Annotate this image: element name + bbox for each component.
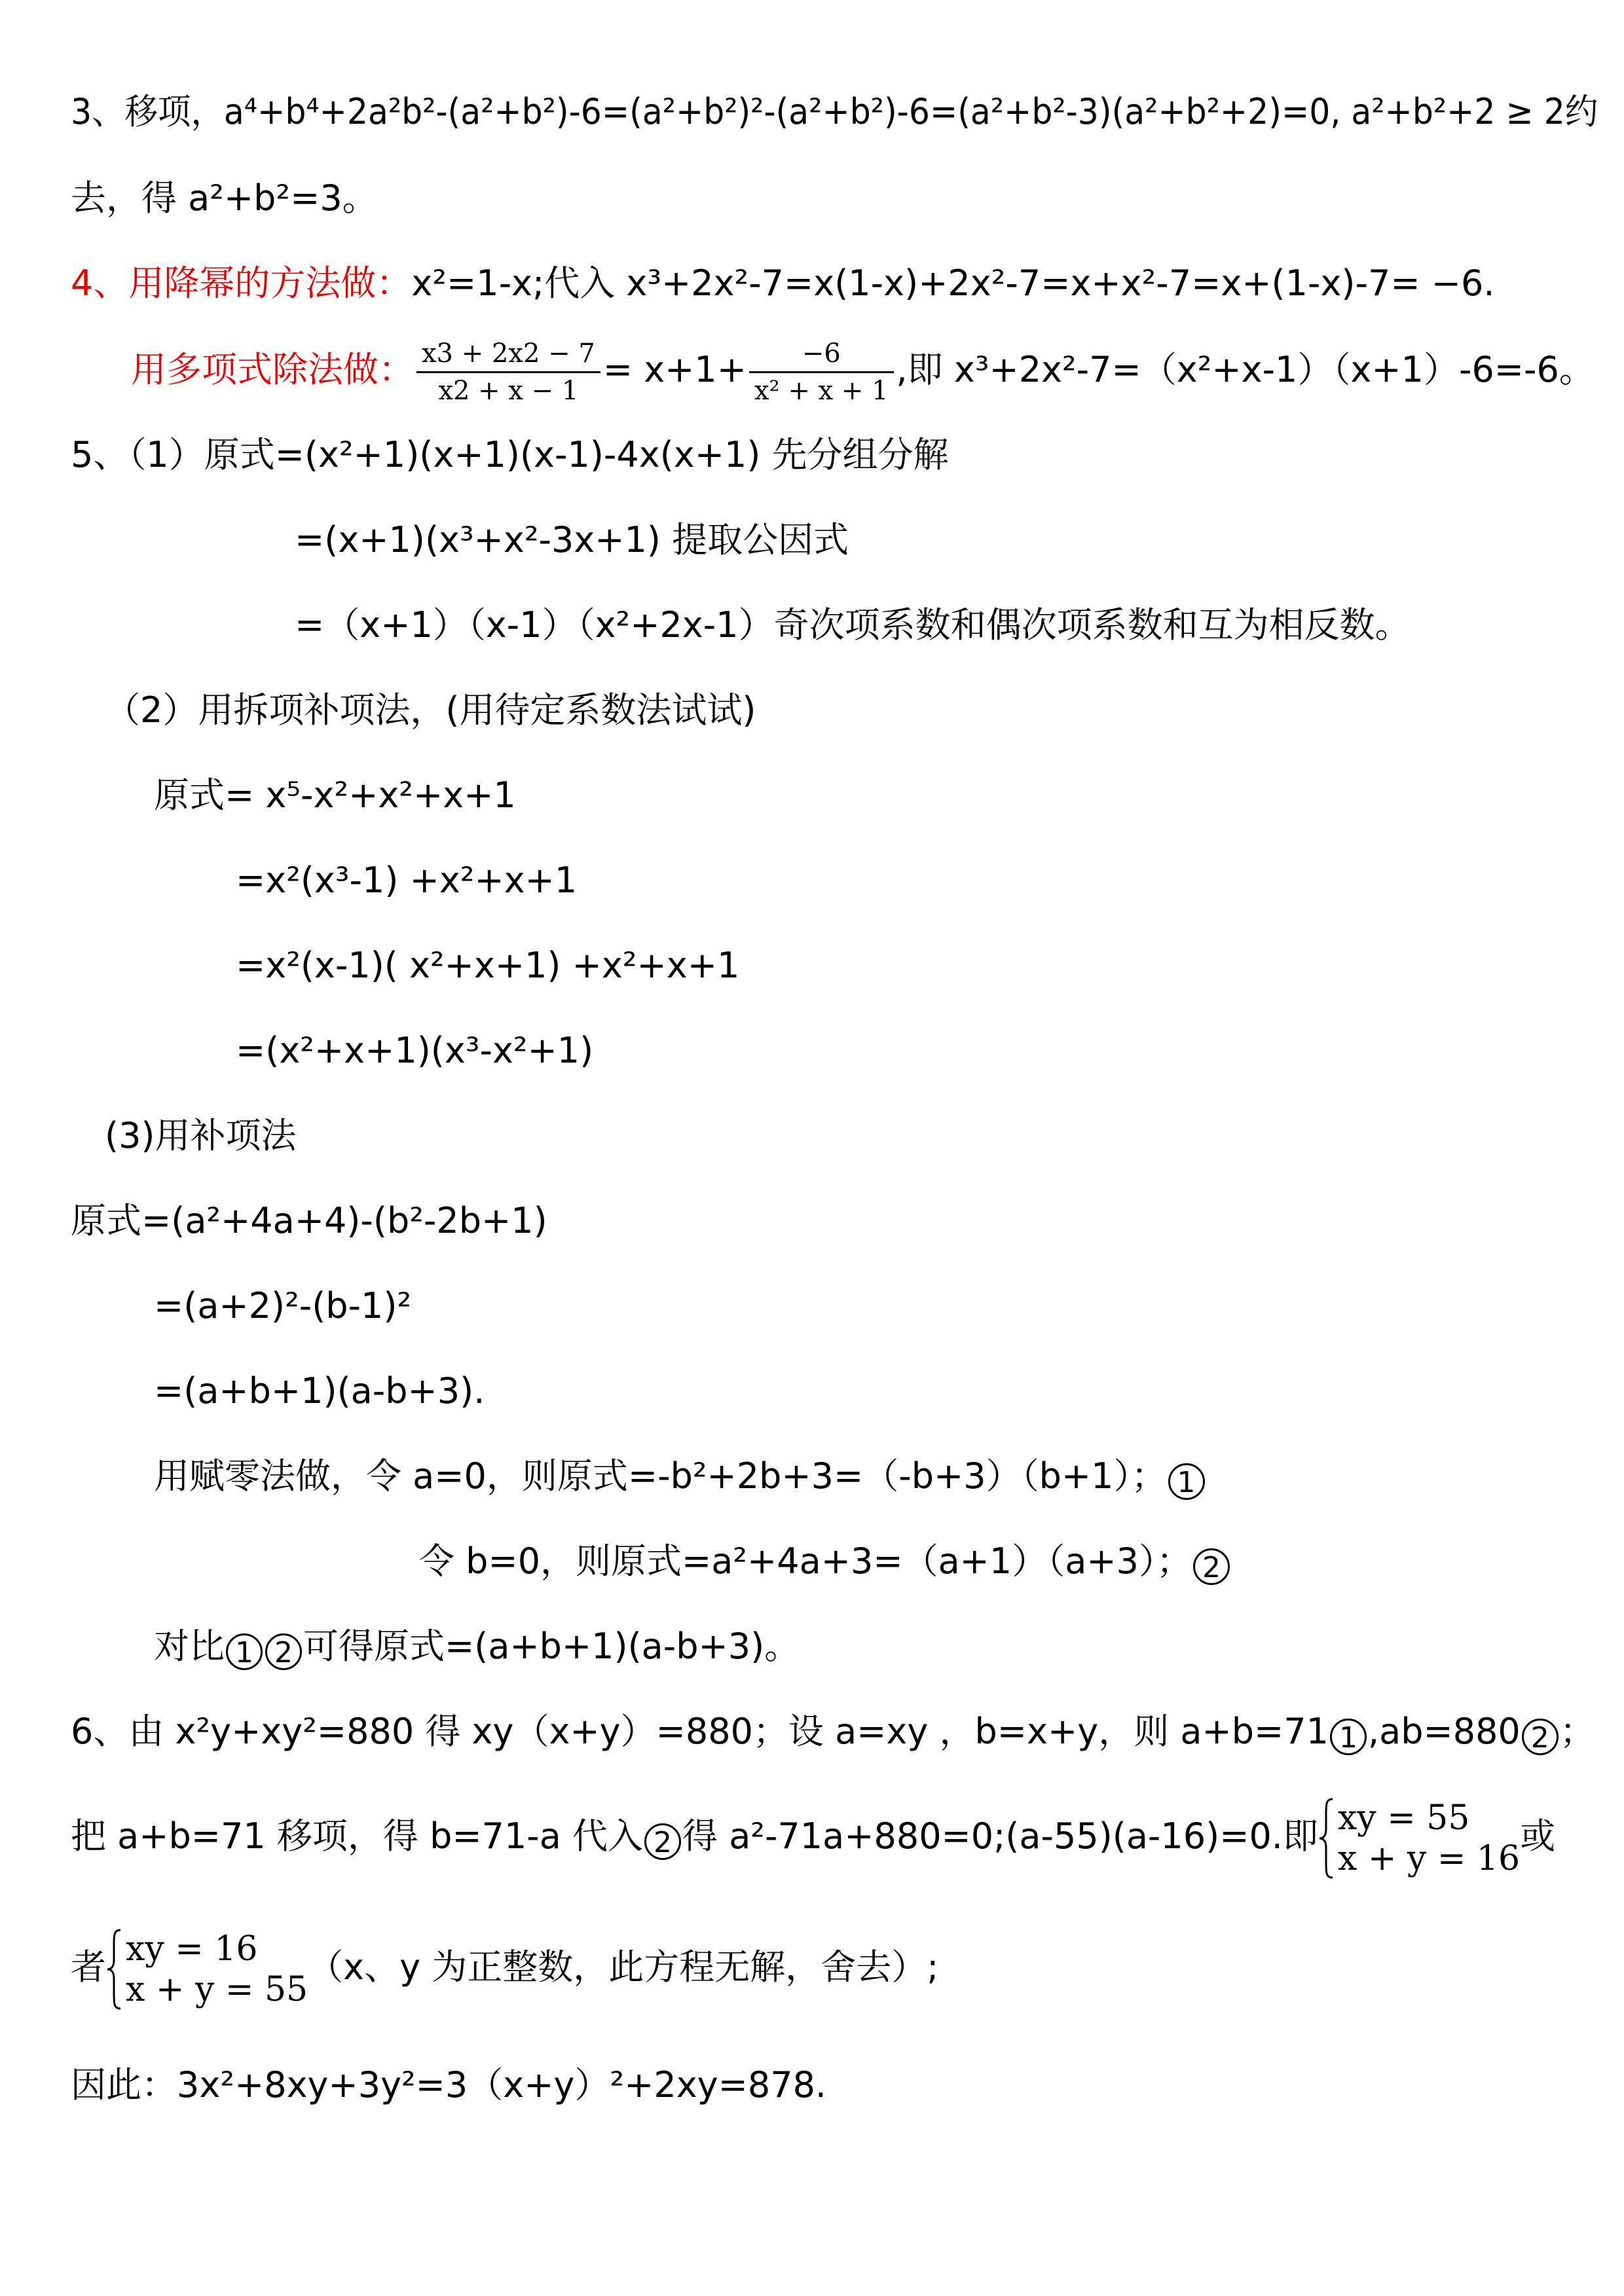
circled-number-2: 2 bbox=[1522, 1719, 1559, 1755]
line-5j: 原式=(a²+4a+4)-(b²-2b+1) bbox=[71, 1200, 547, 1241]
line-3b: 去，得 a²+b²=3。 bbox=[71, 177, 378, 219]
line-5h: =(x²+x+1)(x³-x²+1) bbox=[236, 1030, 594, 1071]
equation-row: x + y = 16 bbox=[1337, 1839, 1521, 1879]
line-5l: =(a+b+1)(a-b+3). bbox=[154, 1370, 485, 1412]
line-6b-text-b: 得 a²-71a+880=0;(a-55)(a-16)=0.即 bbox=[682, 1815, 1318, 1857]
circled-number-1: 1 bbox=[1168, 1463, 1205, 1500]
circled-number-2: 2 bbox=[1193, 1548, 1230, 1585]
left-brace-icon bbox=[106, 1929, 123, 2010]
line-6b bbox=[71, 1794, 1555, 1879]
left-brace-icon bbox=[1318, 1798, 1335, 1879]
line-5i: (3)用补项法 bbox=[105, 1115, 297, 1156]
line-5m bbox=[154, 1453, 1206, 1500]
fraction-remainder bbox=[749, 338, 894, 406]
line-3a: 3、移项，a⁴+b⁴+2a²b²-(a²+b²)-6=(a²+b²)²-(a²+b²)-6=(a²+b²-3)(a²+b²+2)=0, a²+b²+2 ≥ 2约 bbox=[71, 91, 1598, 132]
line-6c-text-a: 者 bbox=[71, 1946, 106, 1988]
line-5b: =(x+1)(x³+x²-3x+1) 提取公因式 bbox=[295, 519, 849, 560]
line-6c-text-b: （x、y 为正整数，此方程无解，舍去）; bbox=[308, 1946, 939, 1988]
circled-number-2: 2 bbox=[644, 1823, 681, 1860]
line-5n-text: 令 b=0，则原式=a²+4a+3=（a+1）（a+3）； bbox=[419, 1540, 1192, 1582]
line-5e: 原式= x⁵-x²+x²+x+1 bbox=[154, 774, 516, 816]
line-4b-mid: = x+1+ bbox=[602, 349, 747, 390]
line-5o-text-a: 对比 bbox=[154, 1626, 225, 1667]
line-6a-text-b: ,ab=880 bbox=[1367, 1711, 1521, 1752]
method-polynomial-division-label: 用多项式除法做： bbox=[131, 349, 414, 390]
line-5f: =x²(x³-1) +x²+x+1 bbox=[236, 860, 578, 901]
equation-row: x + y = 55 bbox=[126, 1970, 308, 2010]
line-4b-rest: ,即 x³+2x²-7=（x²+x-1）（x+1）-6=-6。 bbox=[896, 349, 1595, 390]
line-5k: =(a+2)²-(b-1)² bbox=[154, 1285, 412, 1326]
fraction-numerator: x3 + 2x2 − 7 bbox=[416, 338, 600, 373]
line-5a: 5、（1）原式=(x²+1)(x+1)(x-1)-4x(x+1) 先分组分解 bbox=[71, 434, 949, 475]
line-6b-text-a: 把 a+b=71 移项，得 b=71-a 代入 bbox=[71, 1815, 644, 1857]
line-6a bbox=[71, 1709, 1595, 1755]
fraction-denominator: x2 + x − 1 bbox=[438, 375, 579, 406]
line-5n bbox=[419, 1539, 1231, 1585]
line-6a-text-a: 6、由 x²y+xy²=880 得 xy（x+y）=880；设 a=xy ，b=x+y，则 a+b=71 bbox=[71, 1711, 1329, 1752]
fraction-numerator: −6 bbox=[749, 338, 894, 373]
equation-row: xy = 55 bbox=[1337, 1798, 1470, 1838]
line-6c bbox=[71, 1925, 938, 2010]
line-6b-text-c: 或 bbox=[1520, 1815, 1556, 1857]
line-4a bbox=[71, 261, 1495, 306]
line-4b bbox=[131, 334, 1595, 406]
equation-system-2 bbox=[106, 1929, 308, 2010]
equation-row: xy = 16 bbox=[126, 1929, 258, 1969]
line-5c: =（x+1）（x-1）（x²+2x-1）奇次项系数和偶次项系数和互为相反数。 bbox=[295, 604, 1411, 646]
circled-number-1: 1 bbox=[1330, 1719, 1367, 1755]
circled-number-1: 1 bbox=[226, 1633, 263, 1670]
fraction-dividend-over-divisor bbox=[416, 338, 600, 406]
line-5d: （2）用拆项补项法，(用待定系数法试试) bbox=[105, 689, 756, 731]
line-5o bbox=[154, 1624, 800, 1670]
fraction-denominator: x² + x + 1 bbox=[754, 375, 889, 406]
method-power-reduction-label: 4、用降幂的方法做： bbox=[71, 263, 412, 304]
line-5g: =x²(x-1)( x²+x+1) +x²+x+1 bbox=[236, 945, 740, 986]
line-6d: 因此：3x²+8xy+3y²=3（x+y）²+2xy=878. bbox=[71, 2064, 827, 2105]
line-6a-text-c: ； bbox=[1559, 1711, 1595, 1752]
line-5m-text: 用赋零法做，令 a=0，则原式=-b²+2b+3=（-b+3）（b+1）； bbox=[154, 1455, 1167, 1497]
equation-system-1 bbox=[1318, 1798, 1520, 1879]
line-5o-text-b: 可得原式=(a+b+1)(a-b+3)。 bbox=[303, 1626, 800, 1667]
circled-number-2: 2 bbox=[265, 1633, 302, 1670]
line-4a-rest: x²=1-x;代入 x³+2x²-7=x(1-x)+2x²-7=x+x²-7=x+(1-x)-7= −6. bbox=[411, 263, 1495, 304]
